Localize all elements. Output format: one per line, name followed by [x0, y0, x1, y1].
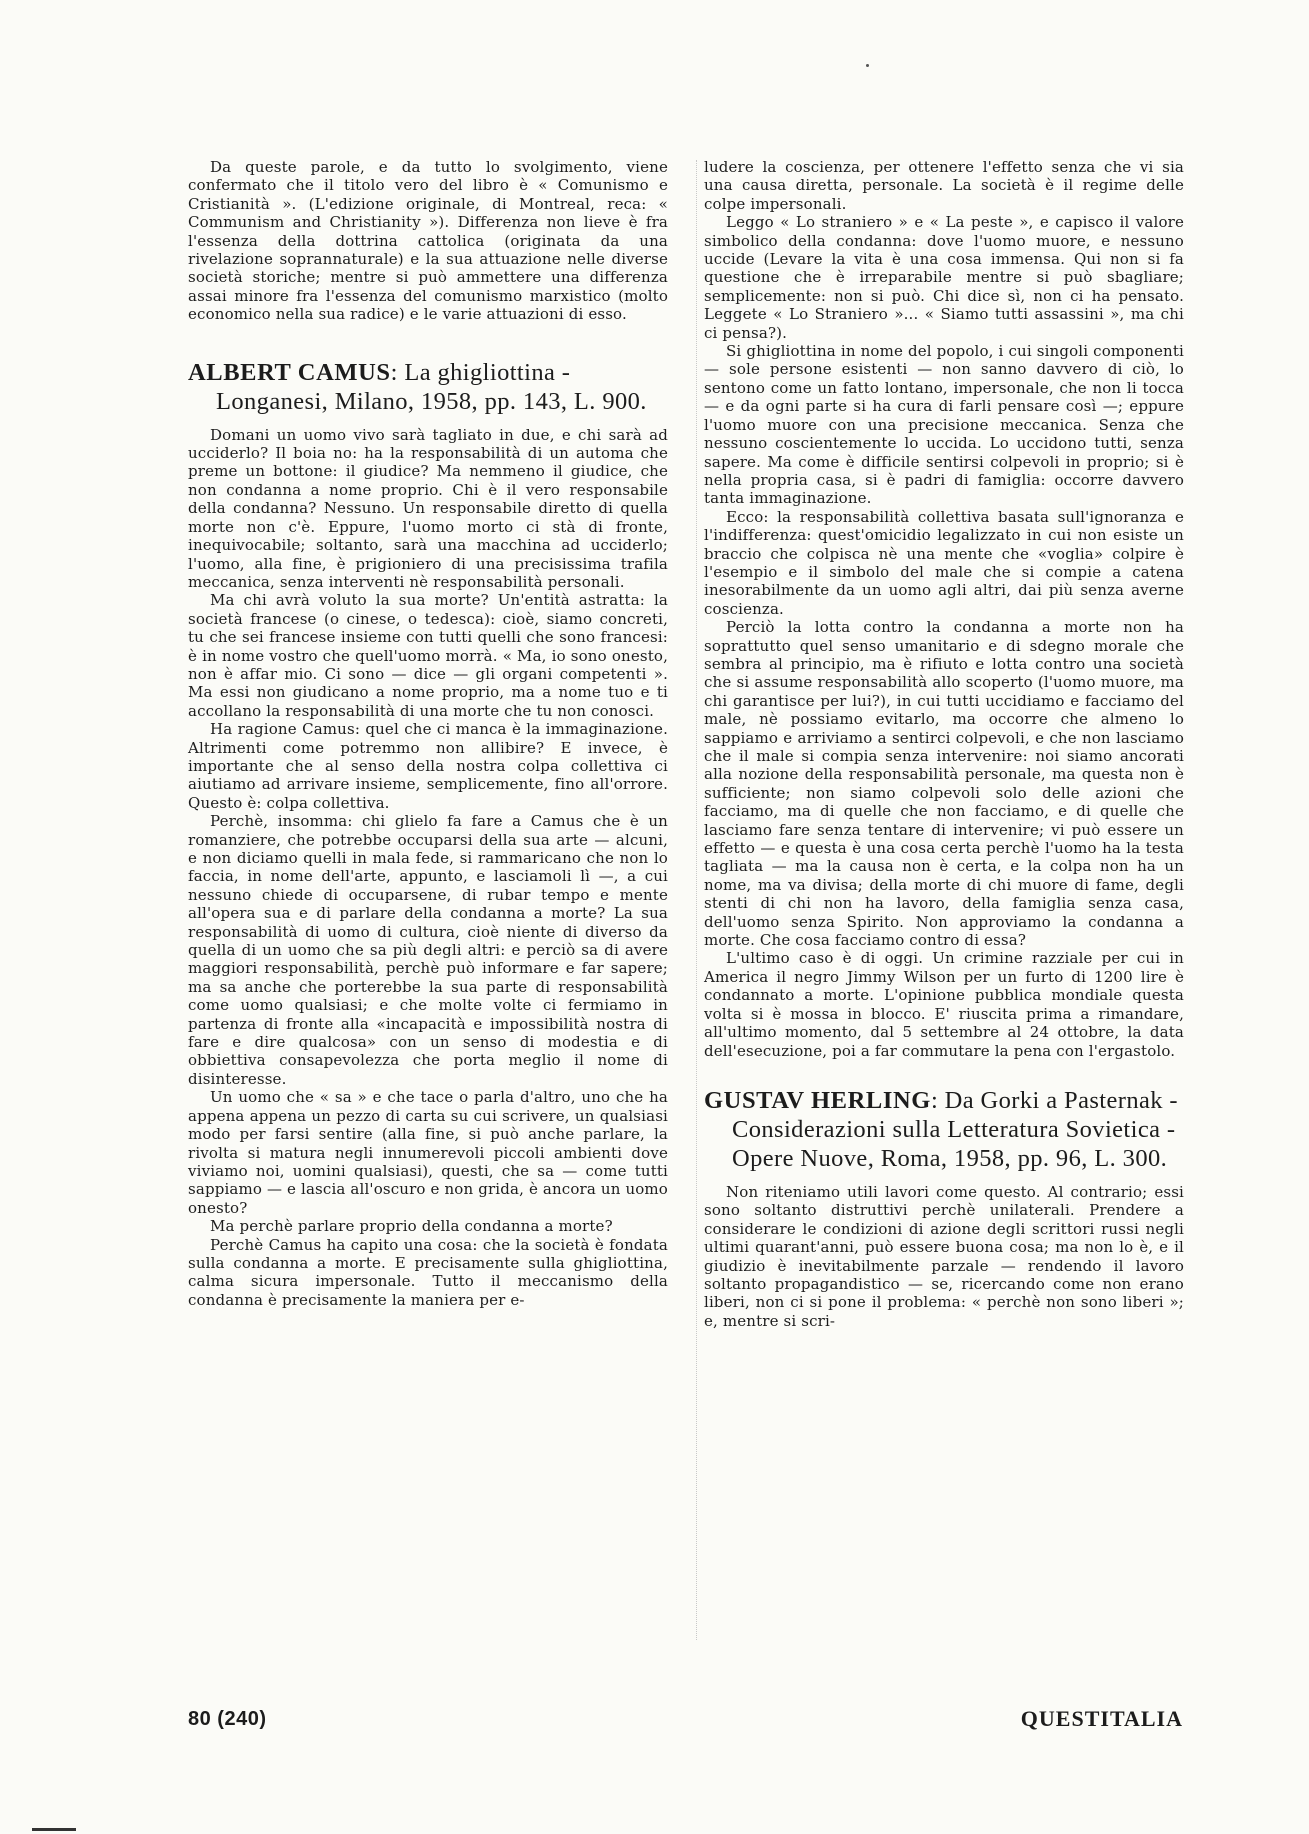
print-speck [866, 64, 869, 67]
body-paragraph: Leggo « Lo straniero » e « La peste », e capisco il valore simbolico della condanna: dove l'uomo muore, e nessuno uccide (Levare la vita è una cosa immensa. Qui non si fa questione che è irreparabile mentre si può sbagliare; semplicemente: non si può. Chi dice sì, non ci ha pensato. Leggete « Lo Straniero »... « Siamo tutti assassini », ma chi ci pensa?). [704, 213, 1184, 342]
left-column [188, 158, 668, 1309]
body-paragraph: Perchè, insomma: chi glielo fa fare a Camus che è un romanziere, che potrebbe occuparsi della sua arte — alcuni, e non diciamo quelli in mala fede, si rammaricano che non lo faccia, in nome dell'arte, appunto, e lasciamoli lì —, a cui nessuno chiede di occuparsene, di rubar tempo e mente all'opera sua e di parlare della condanna a morte? La sua responsabilità di uomo di cultura, cioè niente di diverso da quella di un uomo che sa più degli altri: e perciò sa di avere maggiori responsabilità, perchè può informare e far sapere; ma sa anche che porterebbe la sua parte di responsabilità come uomo qualsiasi; e che molte volte ci fermiamo in partenza di fronte alla «incapacità e impossibilità nostra di fare e dire qualcosa» con un senso di modestia e di obbiettiva consapevolezza che porta meglio il nome di disinteresse. [188, 812, 668, 1088]
continued-paragraph: ludere la coscienza, per ottenere l'effetto senza che vi sia una causa diretta, personale. La società è il regime delle colpe impersonali. [704, 158, 1184, 213]
body-paragraph: Ha ragione Camus: quel che ci manca è la immaginazione. Altrimenti come potremmo non allibire? E invece, è importante che al senso della nostra colpa collettiva ci aiutiamo ad arrivare insieme, semplicemente, fino all'orrore. Questo è: colpa collettiva. [188, 720, 668, 812]
body-paragraph: Si ghigliottina in nome del popolo, i cui singoli componenti — sole persone esistenti — non sanno davvero di ciò, lo sentono come un fatto lontano, impersonale, che non li tocca — e da ogni parte si ha cura di farli pensare così —; eppure l'uomo muore con una precisione meccanica. Senza che nessuno coscientemente lo uccida. Lo uccidono tutti, senza sapere. Ma come è difficile sentirsi colpevoli in proprio; si è nella propria casa, si è padri di famiglia: occorre davvero tanta immaginazione. [704, 342, 1184, 508]
body-paragraph: Perciò la lotta contro la condanna a morte non ha soprattutto quel senso umanitario e di sdegno morale che sembra al principio, ma è rifiuto e lotta contro una società che si assume responsabilità allo scoperto (l'uomo muore, ma chi garantisce per lui?), in cui tutti uccidiamo e facciamo del male, nè possiamo evitarlo, ma occorre che almeno lo sappiamo e arriviamo a sentirci colpevoli, e che non lasciamo che il male si compia senza intervenire: noi siamo ancorati alla nozione della responsabilità personale, ma questa non è sufficiente; non siamo colpevoli solo delle azioni che facciamo, ma di quelle che non facciamo, e di quelle che lasciamo fare senza tentare di intervenire; vi può essere un effetto — e questa è una cosa certa perchè l'uomo ha la testa tagliata — ma la causa non è certa, e la colpa non ha un nome, ma va divisa; della morte di chi muore di fame, degli stenti di chi non ha lavoro, della famiglia senza casa, dell'uomo senza Spirito. Non approviamo la condanna a morte. Che cosa facciamo contro di essa? [704, 618, 1184, 950]
review-author: ALBERT CAMUS [188, 358, 391, 386]
body-paragraph: Non riteniamo utili lavori come questo. Al contrario; essi sono soltanto distruttivi perchè unilaterali. Prendere a considerare le condizioni di azione degli scrittori russi negli ultimi quarant'anni, può essere buona cosa; ma non lo è, e il giudizio è inevitabilmente parzale — rendendo il lavoro soltanto propagandistico — se, ricercando come non erano liberi, non ci si pone il problema: « perchè non sono liberi »; e, mentre si scri- [704, 1182, 1184, 1330]
review-heading-camus [188, 358, 668, 416]
body-paragraph: Domani un uomo vivo sarà tagliato in due, e chi sarà ad ucciderlo? Il boia no: ha la responsabilità di un automa che preme un bottone: il giudice? Ma nemmeno il giudice, che non condanna a nome proprio. Chi è il vero responsabile della condanna? Nessuno. Un responsabile diretto di quella morte non c'è. Eppure, l'uomo morto ci stà di fronte, inequivocabile; soltanto, sarà una macchina ad ucciderlo; l'uomo, alla fine, è prigioniero di una precisissima trafila meccanica, senza interventi nè responsabilità personali. [188, 425, 668, 591]
body-paragraph: L'ultimo caso è di oggi. Un crimine razziale per cui in America il negro Jimmy Wilson per un furto di 1200 lire è condannato a morte. L'opinione pubblica mondiale questa volta si è mossa in blocco. E' riuscita prima a rimandare, all'ultimo momento, dal 5 settembre al 24 ottobre, la data dell'esecuzione, poi a far commutare la pena con l'ergastolo. [704, 949, 1184, 1060]
body-paragraph: Perchè Camus ha capito una cosa: che la società è fondata sulla condanna a morte. E precisamente sulla ghigliottina, calma sicura impersonale. Tutto il meccanismo della condanna è precisamente la maniera per e- [188, 1235, 668, 1309]
body-paragraph: Ma chi avrà voluto la sua morte? Un'entità astratta: la società francese (o cinese, o tedesca): cioè, siamo concreti, tu che sei francese insieme con tutti quelli che sono francesi: è in nome vostro che quell'uomo morrà. « Ma, io sono onesto, non è affar mio. Ci sono — dice — gli organi competenti ». Ma essi non giudicano a nome proprio, ma a nome tuo e ti accollano la responsabilità di una morte che tu non conosci. [188, 591, 668, 720]
review-details: : La ghigliottina - Longanesi, Milano, 1958, pp. 143, L. 900. [216, 358, 647, 415]
review-author: GUSTAV HERLING [704, 1086, 931, 1114]
body-paragraph: Un uomo che « sa » e che tace o parla d'altro, uno che ha appena appena un pezzo di carta su cui scrivere, un qualsiasi modo per farsi sentire (alla fine, si può anche parlare, la rivolta si matura negli innumerevoli piccoli ambienti dove viviamo noi, uomini qualsiasi), questi, che sa — come tutti sappiamo — e lascia all'oscuro e non grida, è ancora un uomo onesto? [188, 1088, 668, 1217]
review-details: : Da Gorki a Pasternak - Considerazioni sulla Letteratura Sovietica - Opere Nuove, Roma, 1958, pp. 96, L. 300. [732, 1086, 1178, 1172]
column-divider [696, 160, 698, 1640]
review-heading-herling [704, 1086, 1184, 1173]
scan-edge-mark [32, 1828, 76, 1831]
body-paragraph: Ecco: la responsabilità collettiva basata sull'ignoranza e l'indifferenza: quest'omicidio legalizzato in cui non esiste un braccio che colpisca nè una mente che «voglia» colpire è l'esempio e il simbolo del male che si compie a catena inesorabilmente da un uomo agli altri, dai più senza averne coscienza. [704, 507, 1184, 618]
page-number: 80 (240) [188, 1708, 267, 1730]
right-column [704, 158, 1184, 1330]
body-paragraph: Ma perchè parlare proprio della condanna a morte? [210, 1217, 613, 1236]
journal-title: QUESTITALIA [1020, 1706, 1183, 1731]
intro-paragraph: Da queste parole, e da tutto lo svolgimento, viene confermato che il titolo vero del libro è « Comunismo e Cristianità ». (L'edizione originale, di Montreal, reca: « Communism and Christianity »). Differenza non lieve è fra l'essenza della dottrina cattolica (originata da una rivelazione soprannaturale) e la sua attuazione nelle diverse società storiche; mentre si può ammettere una differenza assai minore fra l'essenza del comunismo marxistico (molto economico nella sua radice) e le varie attuazioni di esso. [188, 158, 668, 324]
